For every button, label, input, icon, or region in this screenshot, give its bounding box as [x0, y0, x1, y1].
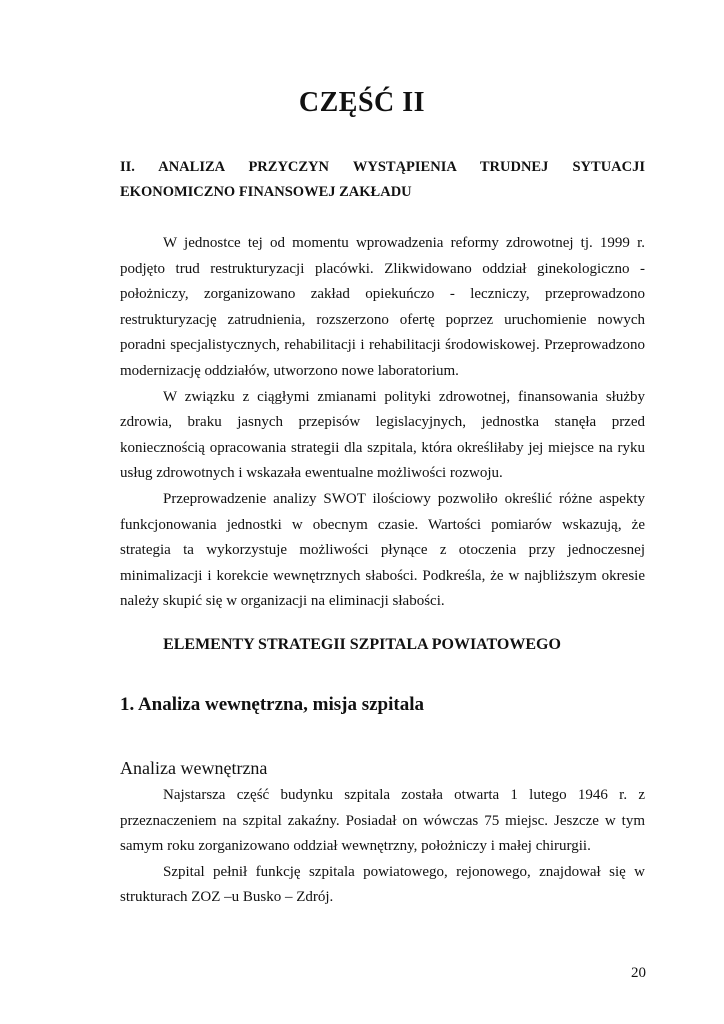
analysis-text — [120, 783, 645, 911]
analysis-paragraph: Szpital pełnił funkcję szpitala powiatowego, rejonowego, znajdował się w strukturach ZOZ –u Busko – Zdrój. — [120, 863, 645, 906]
page-number: 20 — [631, 965, 646, 981]
analysis-paragraph: Najstarsza część budynku szpitala została otwarta 1 lutego 1946 r. z przeznaczeniem na szpital zakaźny. Posiadał on wówczas 75 miejsc. Jeszcze w tym samym roku zorganizowano oddział wewnętrzny, położniczy i małej chirurgii. — [120, 787, 645, 855]
chapter-heading-line-2: EKONOMICZNO FINANSOWEJ ZAKŁADU — [120, 184, 412, 200]
intro-paragraph: W związku z ciągłymi zmianami polityki zdrowotnej, finansowania służby zdrowia, braku jasnych przepisów legislacyjnych, jednostka stanęła przed koniecznością opracowania strategii dla szpitala, która określiłaby jej miejsce na ryku usług zdrowotnych i wskazała ewentualne możliwości rozwoju. — [120, 388, 645, 482]
chapter-heading — [120, 155, 645, 205]
subheading: Analiza wewnętrzna — [120, 758, 268, 778]
intro-paragraph: W jednostce tej od momentu wprowadzenia reformy zdrowotnej tj. 1999 r. podjęto trud restrukturyzacji placówki. Zlikwidowano oddział ginekologiczno - położniczy, zorganizowano zakład opiekuńczo - leczniczy, przeprowadzono restrukturyzację zatrudnienia, rozszerzono ofertę poprzez uruchomienie nowych poradni specjalistycznych, rehabilitacji i rehabilitacji środowiskowej. Przeprowadzono modernizację oddziałów, utworzono nowe laboratorium. — [120, 235, 645, 379]
intro-text — [120, 231, 645, 615]
section-title: ELEMENTY STRATEGII SZPITALA POWIATOWEGO — [163, 636, 561, 653]
part-title: CZĘŚĆ II — [298, 87, 426, 118]
intro-paragraph: Przeprowadzenie analizy SWOT ilościowy pozwoliło określić różne aspekty funkcjonowania jednostki w obecnym czasie. Wartości pomiarów wskazują, że strategia ta wykorzystuje możliwości płynące z otoczenia przy jednoczesnej minimalizacji i korekcie wewnętrznych słabości. Podkreśla, że w najbliższym okresie należy skupić się w organizacji na eliminacji słabości. — [120, 490, 645, 610]
chapter-heading-line-1: II. ANALIZA PRZYCZYN WYSTĄPIENIA TRUDNEJ SYTUACJI — [120, 159, 645, 175]
subsection-title: 1. Analiza wewnętrzna, misja szpitala — [120, 694, 424, 715]
